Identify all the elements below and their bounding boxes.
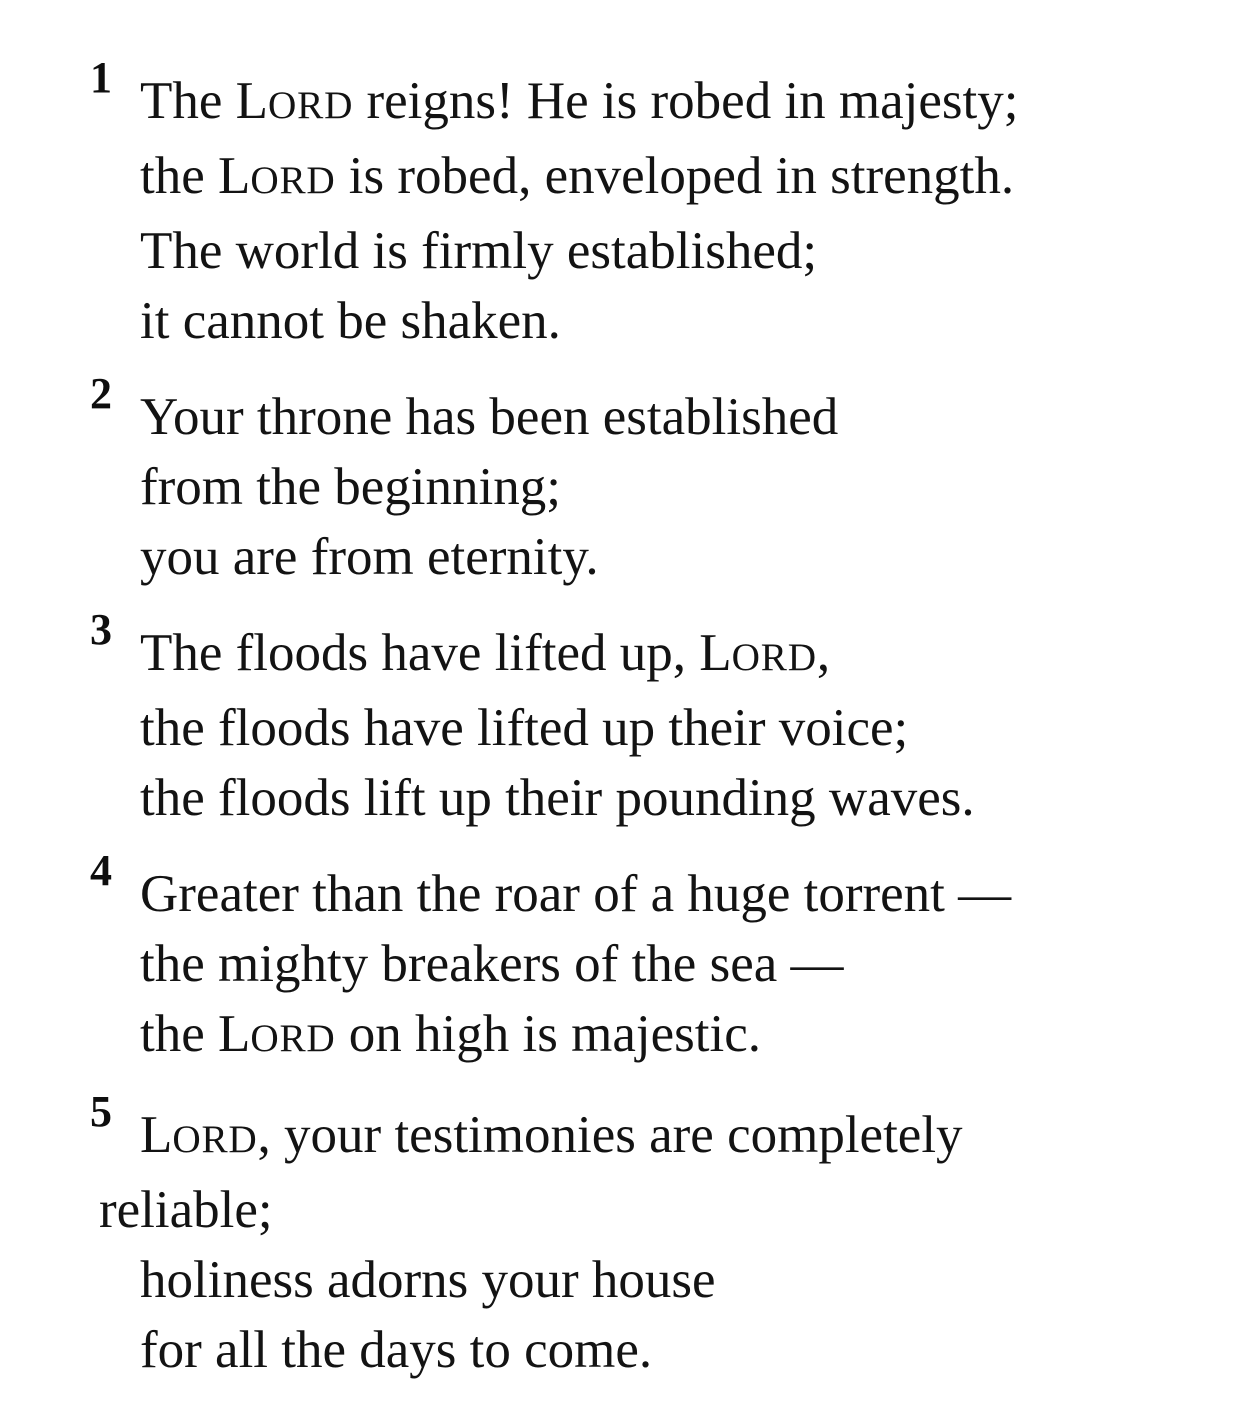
verse-line: the mighty breakers of the sea — — [140, 935, 844, 993]
verse-number: 1 — [90, 53, 112, 102]
verse-5 — [90, 1087, 1212, 1385]
verse-line: the floods lift up their pounding waves. — [140, 769, 975, 827]
verse-line: Your throne has been established — [140, 388, 839, 446]
verse-line: The LORD reigns! He is robed in majesty; — [140, 72, 1019, 130]
verse-number: 3 — [90, 605, 112, 654]
verse-number: 5 — [90, 1087, 112, 1136]
verse-line: from the beginning; — [140, 458, 561, 516]
verse-line: Greater than the roar of a huge torrent — — [140, 865, 1012, 923]
verse-line: for all the days to come. — [140, 1321, 653, 1379]
divine-name-small-caps-rest: ORD — [172, 1118, 258, 1161]
verse-line-wrap: reliable; — [99, 1181, 273, 1239]
divine-name-small-caps: LORD — [218, 147, 336, 205]
divine-name-small-caps: LORD — [699, 624, 817, 682]
verse-3 — [90, 605, 1212, 833]
verse-number: 2 — [90, 369, 112, 418]
verse-line: The world is firmly established; — [140, 222, 818, 280]
verse-2 — [90, 369, 1212, 592]
verse-line: the LORD on high is majestic. — [140, 1005, 761, 1063]
divine-name-small-caps: LORD — [218, 1005, 336, 1063]
divine-name-small-caps-rest: ORD — [250, 159, 336, 202]
verse-4 — [90, 846, 1212, 1074]
verse-number: 4 — [90, 846, 112, 895]
verse-line: holiness adorns your house — [140, 1251, 716, 1309]
verse-line: the floods have lifted up their voice; — [140, 699, 909, 757]
verse-line: you are from eternity. — [140, 528, 599, 586]
divine-name-small-caps-rest: ORD — [250, 1017, 336, 1060]
verse-line: the LORD is robed, enveloped in strength. — [140, 147, 1015, 205]
verse-line: LORD, your testimonies are completely — [140, 1106, 963, 1164]
verse-line: it cannot be shaken. — [140, 292, 561, 350]
divine-name-small-caps-rest: ORD — [268, 84, 354, 127]
divine-name-small-caps: LORD — [140, 1106, 258, 1164]
divine-name-small-caps-rest: ORD — [731, 636, 817, 679]
divine-name-small-caps: LORD — [235, 72, 354, 130]
verse-line: The floods have lifted up, LORD, — [140, 624, 831, 682]
verse-1 — [90, 53, 1212, 356]
